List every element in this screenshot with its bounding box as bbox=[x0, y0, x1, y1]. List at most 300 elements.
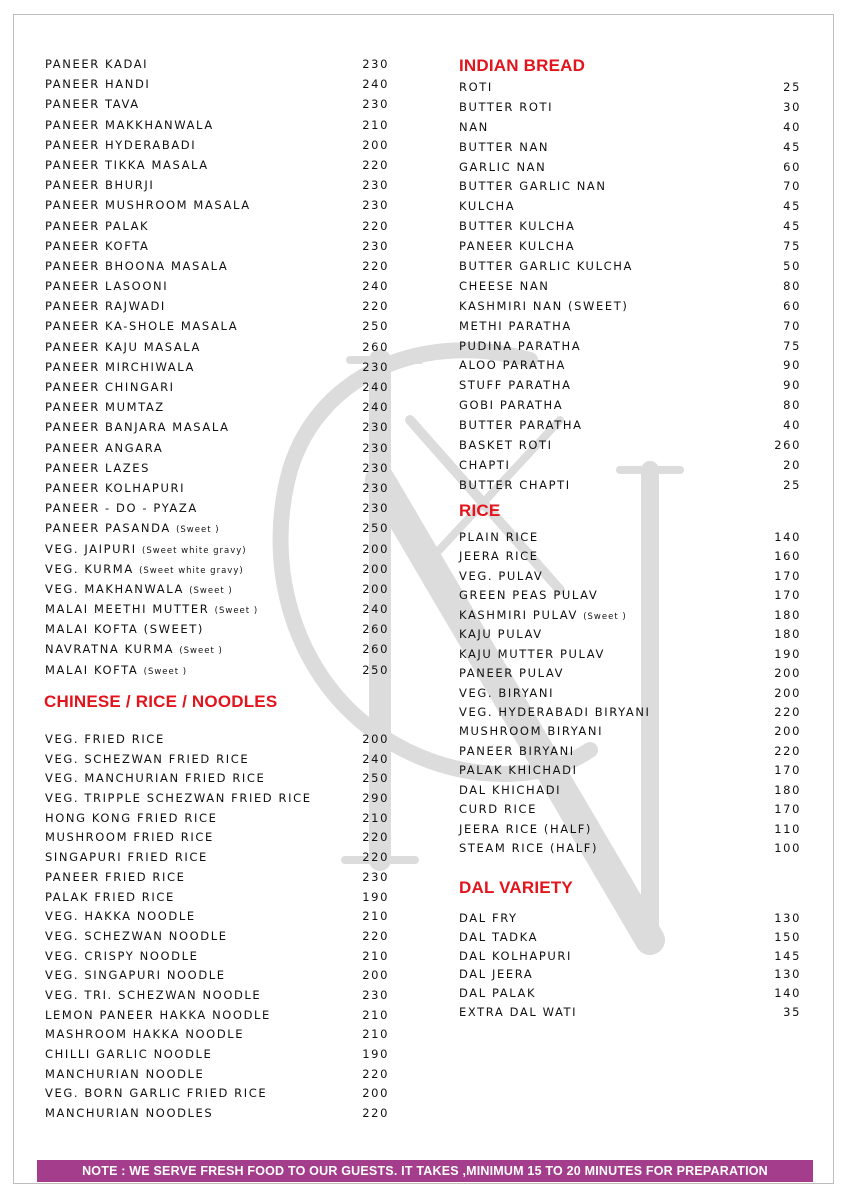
menu-item-note: (Sweet ) bbox=[583, 611, 627, 622]
menu-item-name bbox=[45, 789, 312, 809]
menu-item-price: 180 bbox=[774, 782, 801, 797]
menu-item-price: 130 bbox=[774, 967, 801, 982]
menu-item-label: KASHMIRI NAN (SWEET) bbox=[459, 298, 629, 313]
menu-item-price: 220 bbox=[362, 218, 389, 233]
menu-item-name bbox=[45, 1084, 267, 1104]
menu-item-name bbox=[459, 456, 511, 476]
menu-item bbox=[45, 377, 389, 397]
menu-item-price: 250 bbox=[362, 771, 389, 786]
menu-item-price: 220 bbox=[362, 850, 389, 865]
menu-item-label: BUTTER ROTI bbox=[459, 99, 554, 114]
rice-section bbox=[459, 528, 801, 858]
menu-item-price: 220 bbox=[774, 743, 801, 758]
menu-item bbox=[45, 599, 389, 619]
menu-item-label: PANEER LASOONI bbox=[45, 279, 169, 294]
menu-item bbox=[459, 317, 801, 337]
menu-item-price: 230 bbox=[362, 460, 389, 475]
menu-item bbox=[45, 498, 389, 518]
menu-item-price: 80 bbox=[783, 278, 801, 293]
menu-item bbox=[45, 337, 389, 357]
menu-item bbox=[45, 276, 389, 296]
menu-item bbox=[45, 296, 389, 316]
menu-item-name bbox=[45, 599, 258, 621]
menu-item bbox=[45, 559, 389, 579]
menu-item-label: PALAK FRIED RICE bbox=[45, 889, 175, 904]
menu-item-price: 200 bbox=[774, 724, 801, 739]
menu-item-name bbox=[459, 98, 553, 118]
menu-item bbox=[459, 703, 801, 722]
menu-item-name bbox=[459, 337, 581, 357]
menu-item-name bbox=[45, 195, 251, 215]
menu-item-name bbox=[45, 927, 228, 947]
menu-item-price: 210 bbox=[362, 1027, 389, 1042]
menu-item bbox=[459, 528, 801, 547]
menu-item-price: 200 bbox=[362, 561, 389, 576]
menu-item-label: MASHROOM HAKKA NOODLE bbox=[45, 1027, 245, 1042]
menu-item bbox=[45, 809, 389, 829]
menu-item-price: 140 bbox=[774, 986, 801, 1001]
menu-item bbox=[45, 907, 389, 927]
bread-heading: INDIAN BREAD bbox=[459, 56, 586, 75]
menu-item-label: PANEER BANJARA MASALA bbox=[45, 420, 230, 435]
menu-item-label: CHEESE NAN bbox=[459, 278, 550, 293]
menu-item bbox=[45, 789, 389, 809]
menu-item-label: ROTI bbox=[459, 80, 493, 94]
menu-item-name bbox=[45, 1104, 213, 1124]
menu-item-label: DAL TADKA bbox=[459, 929, 539, 944]
menu-item bbox=[45, 1104, 389, 1124]
menu-item-price: 220 bbox=[362, 1066, 389, 1081]
menu-item-label: PANEER KADAI bbox=[45, 57, 149, 71]
menu-item-price: 200 bbox=[774, 666, 801, 681]
menu-item-price: 230 bbox=[362, 359, 389, 374]
menu-item-price: 40 bbox=[783, 418, 801, 433]
menu-item bbox=[459, 839, 801, 858]
menu-item-label: VEG. MAKHANWALA bbox=[45, 581, 184, 596]
menu-item-label: BASKET ROTI bbox=[459, 438, 553, 453]
menu-item-price: 210 bbox=[362, 117, 389, 132]
menu-item-label: PALAK KHICHADI bbox=[459, 763, 578, 778]
menu-item-name bbox=[45, 94, 140, 114]
menu-item-price: 230 bbox=[362, 440, 389, 455]
menu-item-name bbox=[45, 848, 208, 868]
menu-item bbox=[45, 868, 389, 888]
menu-item-label: BUTTER NAN bbox=[459, 139, 550, 154]
menu-item-price: 160 bbox=[774, 549, 801, 564]
menu-item bbox=[459, 376, 801, 396]
menu-item bbox=[459, 965, 801, 984]
menu-item bbox=[459, 567, 801, 586]
menu-item-label: BUTTER CHAPTI bbox=[459, 477, 571, 492]
menu-item bbox=[45, 927, 389, 947]
menu-item-name bbox=[45, 966, 226, 986]
menu-item-name bbox=[459, 78, 493, 98]
menu-item-price: 80 bbox=[783, 398, 801, 413]
menu-item-name bbox=[459, 625, 543, 644]
menu-item bbox=[459, 742, 801, 761]
menu-item-name bbox=[459, 965, 533, 984]
menu-item-price: 50 bbox=[783, 259, 801, 274]
menu-item bbox=[459, 947, 801, 966]
menu-item bbox=[459, 138, 801, 158]
menu-item-label: KULCHA bbox=[459, 199, 516, 214]
menu-item-price: 250 bbox=[362, 662, 389, 677]
menu-item-label: PANEER PALAK bbox=[45, 218, 150, 233]
menu-item-label: SINGAPURI FRIED RICE bbox=[45, 850, 208, 865]
menu-item-name bbox=[459, 567, 543, 586]
menu-item-name bbox=[45, 750, 249, 770]
menu-item-note: (Sweet ) bbox=[143, 666, 188, 677]
menu-item-name bbox=[45, 115, 214, 135]
menu-item-label: VEG. TRIPPLE SCHEZWAN FRIED RICE bbox=[45, 791, 312, 806]
menu-item-label: MUSHROOM FRIED RICE bbox=[45, 830, 214, 845]
menu-item-price: 230 bbox=[362, 869, 389, 884]
menu-item-label: PANEER KA-SHOLE MASALA bbox=[45, 319, 239, 334]
menu-item-name bbox=[45, 458, 150, 478]
menu-item-label: BUTTER PARATHA bbox=[459, 418, 583, 433]
menu-item-price: 290 bbox=[362, 791, 389, 806]
menu-item-price: 90 bbox=[783, 378, 801, 393]
menu-item bbox=[45, 986, 389, 1006]
menu-item bbox=[45, 195, 389, 215]
menu-item-label: VEG. SCHEZWAN NOODLE bbox=[45, 928, 228, 943]
bread-section bbox=[459, 78, 801, 496]
menu-item-name bbox=[459, 376, 572, 396]
menu-item bbox=[459, 257, 801, 277]
menu-item-label: GREEN PEAS PULAV bbox=[459, 588, 599, 603]
menu-item-label: CHILLI GARLIC NOODLE bbox=[45, 1047, 213, 1061]
menu-item-price: 230 bbox=[362, 480, 389, 495]
menu-item bbox=[459, 396, 801, 416]
menu-item-price: 200 bbox=[362, 581, 389, 596]
menu-item-price: 240 bbox=[362, 400, 389, 415]
menu-item-label: PANEER FRIED RICE bbox=[45, 869, 186, 884]
menu-item-note: (Sweet white gravy) bbox=[139, 565, 244, 576]
menu-item-name bbox=[459, 217, 575, 237]
menu-item bbox=[459, 98, 801, 118]
menu-item bbox=[45, 135, 389, 155]
menu-item bbox=[45, 357, 389, 377]
menu-item-name bbox=[45, 175, 154, 195]
menu-item-name bbox=[45, 397, 165, 417]
menu-item bbox=[459, 781, 801, 800]
menu-item-price: 240 bbox=[362, 77, 389, 92]
chinese-section bbox=[45, 730, 389, 1124]
menu-item-name bbox=[45, 357, 195, 377]
menu-item bbox=[459, 909, 801, 928]
menu-item-label: JEERA RICE (HALF) bbox=[459, 821, 593, 836]
menu-item-label: MUSHROOM BIRYANI bbox=[459, 724, 604, 739]
menu-item-label: MALAI MEETHI MUTTER bbox=[45, 602, 210, 617]
menu-item-price: 200 bbox=[362, 732, 389, 746]
menu-item-name bbox=[459, 947, 572, 966]
menu-item-name bbox=[459, 547, 539, 566]
menu-item-label: PANEER CHINGARI bbox=[45, 380, 175, 394]
menu-item-label: HONG KONG FRIED RICE bbox=[45, 810, 218, 825]
menu-item-price: 230 bbox=[362, 97, 389, 112]
menu-item bbox=[45, 750, 389, 770]
menu-item bbox=[459, 436, 801, 456]
menu-item-price: 250 bbox=[362, 319, 389, 334]
menu-item bbox=[459, 625, 801, 644]
menu-item-name bbox=[45, 135, 196, 155]
menu-item-label: PANEER TAVA bbox=[45, 97, 140, 112]
menu-item-name bbox=[45, 216, 149, 236]
menu-item-label: JEERA RICE bbox=[459, 549, 539, 564]
menu-item-name bbox=[45, 1045, 212, 1065]
menu-item-label: DAL PALAK bbox=[459, 986, 537, 1001]
menu-item bbox=[45, 947, 389, 967]
menu-item-name bbox=[459, 1003, 577, 1022]
menu-item-label: PANEER KAJU MASALA bbox=[45, 339, 202, 354]
menu-item-name bbox=[45, 518, 220, 540]
menu-item-label: VEG. CRISPY NOODLE bbox=[45, 948, 199, 963]
menu-item-price: 190 bbox=[362, 1047, 389, 1061]
menu-item-name bbox=[459, 158, 546, 178]
menu-item-name bbox=[45, 769, 265, 789]
menu-item-name bbox=[459, 839, 598, 858]
menu-item bbox=[459, 606, 801, 625]
menu-item-name bbox=[459, 177, 607, 197]
menu-item bbox=[459, 664, 801, 683]
menu-item bbox=[45, 438, 389, 458]
rice-heading: RICE bbox=[459, 501, 501, 520]
menu-item-label: PANEER MUMTAZ bbox=[45, 400, 165, 415]
menu-item-name bbox=[45, 1006, 271, 1026]
menu-item-price: 20 bbox=[783, 457, 801, 472]
menu-item-label: PLAIN RICE bbox=[459, 530, 539, 544]
menu-item bbox=[459, 118, 801, 138]
menu-item bbox=[45, 155, 389, 175]
menu-item-label: PANEER - DO - PYAZA bbox=[45, 501, 198, 516]
menu-item bbox=[459, 337, 801, 357]
menu-item-label: VEG. BORN GARLIC FRIED RICE bbox=[45, 1086, 268, 1101]
menu-item-price: 240 bbox=[362, 751, 389, 766]
menu-item-label: CURD RICE bbox=[459, 802, 538, 817]
menu-item-name bbox=[45, 809, 217, 829]
menu-item bbox=[459, 416, 801, 436]
menu-item-name bbox=[459, 297, 628, 317]
menu-item-label: DAL KOLHAPURI bbox=[459, 948, 573, 963]
menu-item-name bbox=[45, 438, 163, 458]
menu-item-name bbox=[459, 742, 575, 761]
menu-item-name bbox=[45, 337, 201, 357]
menu-item-label: LEMON PANEER HAKKA NOODLE bbox=[45, 1007, 271, 1022]
menu-item-name bbox=[459, 197, 515, 217]
menu-item-label: PANEER BHOONA MASALA bbox=[45, 258, 229, 273]
menu-item-label: VEG. TRI. SCHEZWAN NOODLE bbox=[45, 987, 262, 1002]
menu-item-label: PANEER MUSHROOM MASALA bbox=[45, 198, 251, 213]
menu-item-label: STEAM RICE (HALF) bbox=[459, 841, 599, 855]
menu-item-price: 230 bbox=[362, 57, 389, 71]
menu-item-label: PANEER MIRCHIWALA bbox=[45, 359, 195, 374]
menu-item-price: 200 bbox=[774, 685, 801, 700]
menu-item-name bbox=[45, 619, 204, 639]
menu-item-label: PANEER PASANDA bbox=[45, 521, 171, 536]
menu-item-name bbox=[45, 276, 168, 296]
menu-item-name bbox=[45, 888, 175, 908]
menu-item-name bbox=[45, 986, 261, 1006]
menu-item-label: DAL FRY bbox=[459, 911, 518, 925]
menu-item bbox=[459, 277, 801, 297]
menu-item-price: 25 bbox=[783, 80, 801, 94]
menu-item bbox=[45, 828, 389, 848]
menu-item-label: MALAI KOFTA bbox=[45, 662, 139, 677]
menu-item-name bbox=[459, 781, 561, 800]
menu-item-price: 220 bbox=[362, 157, 389, 172]
menu-item-name bbox=[459, 528, 539, 547]
menu-item-label: VEG. HYDERABADI BIRYANI bbox=[459, 704, 651, 719]
menu-item-price: 260 bbox=[362, 622, 389, 637]
menu-item-name bbox=[45, 498, 198, 518]
menu-item-label: DAL JEERA bbox=[459, 967, 534, 982]
menu-item-price: 210 bbox=[362, 909, 389, 924]
menu-item-price: 240 bbox=[362, 380, 389, 394]
menu-item-name bbox=[45, 559, 244, 581]
menu-item-name bbox=[45, 730, 165, 750]
menu-item-label: PANEER BHURJI bbox=[45, 178, 155, 193]
menu-item-price: 110 bbox=[774, 821, 801, 836]
menu-item-name bbox=[45, 828, 214, 848]
menu-item-price: 130 bbox=[774, 911, 801, 925]
menu-item-price: 170 bbox=[774, 568, 801, 583]
menu-item-label: VEG. SCHEZWAN FRIED RICE bbox=[45, 751, 250, 766]
menu-item-label: BUTTER GARLIC NAN bbox=[459, 179, 607, 194]
menu-item bbox=[45, 216, 389, 236]
menu-item-price: 25 bbox=[783, 477, 801, 492]
menu-item-price: 220 bbox=[362, 258, 389, 273]
menu-item-price: 230 bbox=[362, 501, 389, 516]
menu-item-name bbox=[45, 296, 166, 316]
menu-item-name bbox=[45, 54, 148, 74]
menu-item-price: 200 bbox=[362, 968, 389, 983]
menu-item bbox=[45, 115, 389, 135]
menu-item bbox=[459, 586, 801, 605]
menu-item-price: 170 bbox=[774, 763, 801, 778]
menu-item-name bbox=[45, 377, 175, 397]
menu-item-name bbox=[459, 476, 571, 496]
menu-item bbox=[459, 476, 801, 496]
menu-item-name bbox=[45, 478, 185, 498]
menu-item-label: VEG. SINGAPURI NOODLE bbox=[45, 968, 226, 983]
menu-item-price: 180 bbox=[774, 627, 801, 642]
menu-item-price: 100 bbox=[774, 841, 801, 855]
menu-item-label: GARLIC NAN bbox=[459, 159, 547, 174]
menu-item bbox=[45, 1065, 389, 1085]
menu-item bbox=[45, 54, 389, 74]
menu-item-price: 230 bbox=[362, 987, 389, 1002]
menu-item-label: PANEER HYDERABADI bbox=[45, 137, 197, 152]
menu-item-price: 260 bbox=[362, 642, 389, 657]
menu-item-label: PANEER MAKKHANWALA bbox=[45, 117, 214, 132]
menu-item bbox=[45, 316, 389, 336]
menu-item-price: 190 bbox=[774, 646, 801, 661]
menu-item-price: 70 bbox=[783, 179, 801, 194]
menu-item bbox=[459, 547, 801, 566]
menu-item bbox=[45, 1084, 389, 1104]
menu-item-label: STUFF PARATHA bbox=[459, 378, 572, 393]
menu-item-label: BUTTER KULCHA bbox=[459, 219, 576, 234]
menu-item-price: 45 bbox=[783, 219, 801, 234]
menu-item-name bbox=[45, 539, 247, 561]
menu-item-label: VEG. FRIED RICE bbox=[45, 732, 165, 746]
menu-item-label: MANCHURIAN NOODLE bbox=[45, 1066, 205, 1081]
menu-item bbox=[45, 579, 389, 599]
menu-item bbox=[459, 928, 801, 947]
menu-item-name bbox=[45, 316, 238, 336]
menu-item-label: VEG. PULAV bbox=[459, 568, 544, 583]
menu-item-label: METHI PARATHA bbox=[459, 318, 572, 333]
menu-item-name bbox=[45, 74, 150, 94]
menu-item-name bbox=[459, 928, 538, 947]
menu-item-label: PANEER HANDI bbox=[45, 77, 151, 92]
menu-item-label: BUTTER GARLIC KULCHA bbox=[459, 259, 633, 274]
menu-item-name bbox=[45, 1025, 244, 1045]
menu-item-price: 260 bbox=[774, 438, 801, 453]
menu-item-price: 45 bbox=[783, 139, 801, 154]
menu-item-price: 150 bbox=[774, 929, 801, 944]
menu-item-note: (Sweet ) bbox=[179, 646, 223, 657]
menu-item bbox=[45, 966, 389, 986]
menu-item bbox=[459, 645, 801, 664]
menu-item-name bbox=[459, 761, 578, 780]
menu-item bbox=[45, 236, 389, 256]
menu-item-name bbox=[459, 606, 627, 627]
menu-item-price: 145 bbox=[774, 948, 801, 963]
menu-item bbox=[459, 78, 801, 98]
menu-item-label: PANEER TIKKA MASALA bbox=[45, 157, 209, 172]
menu-item-price: 220 bbox=[362, 830, 389, 845]
dal-heading: DAL VARIETY bbox=[459, 878, 573, 897]
menu-item-name bbox=[45, 579, 233, 601]
menu-item-label: PANEER LAZES bbox=[45, 460, 151, 475]
menu-item-name bbox=[45, 1065, 204, 1085]
menu-item-price: 140 bbox=[774, 530, 801, 544]
menu-item-price: 200 bbox=[362, 1086, 389, 1101]
menu-item-label: MALAI KOFTA (SWEET) bbox=[45, 622, 205, 637]
menu-item-price: 220 bbox=[362, 928, 389, 943]
menu-item-note: (Sweet ) bbox=[176, 525, 220, 536]
dal-section bbox=[459, 909, 801, 1022]
menu-item-price: 210 bbox=[362, 810, 389, 825]
menu-item bbox=[45, 518, 389, 538]
menu-item-price: 250 bbox=[362, 521, 389, 536]
menu-item bbox=[45, 94, 389, 114]
menu-item-name bbox=[459, 820, 592, 839]
menu-item-name bbox=[459, 909, 518, 928]
menu-item bbox=[459, 217, 801, 237]
preparation-note: NOTE : WE SERVE FRESH FOOD TO OUR GUESTS. IT TAKES ,MINIMUM 15 TO 20 MINUTES FOR PREPARATION bbox=[37, 1160, 813, 1182]
menu-item-price: 170 bbox=[774, 588, 801, 603]
menu-item bbox=[459, 722, 801, 741]
menu-item-label: MANCHURIAN NOODLES bbox=[45, 1106, 214, 1121]
menu-item-name bbox=[459, 586, 598, 605]
menu-item-label: ALOO PARATHA bbox=[459, 358, 566, 373]
menu-item-name bbox=[45, 868, 186, 888]
menu-item-name bbox=[459, 356, 566, 376]
menu-item-label: EXTRA DAL WATI bbox=[459, 1004, 578, 1019]
menu-item-price: 45 bbox=[783, 199, 801, 214]
menu-item-price: 220 bbox=[362, 299, 389, 314]
menu-item-label: PANEER KOLHAPURI bbox=[45, 480, 186, 495]
menu-item bbox=[45, 458, 389, 478]
menu-item bbox=[459, 197, 801, 217]
menu-item bbox=[459, 684, 801, 703]
menu-item-name bbox=[45, 639, 223, 661]
menu-item-price: 190 bbox=[362, 889, 389, 904]
menu-item-name bbox=[45, 660, 187, 682]
menu-item bbox=[45, 478, 389, 498]
